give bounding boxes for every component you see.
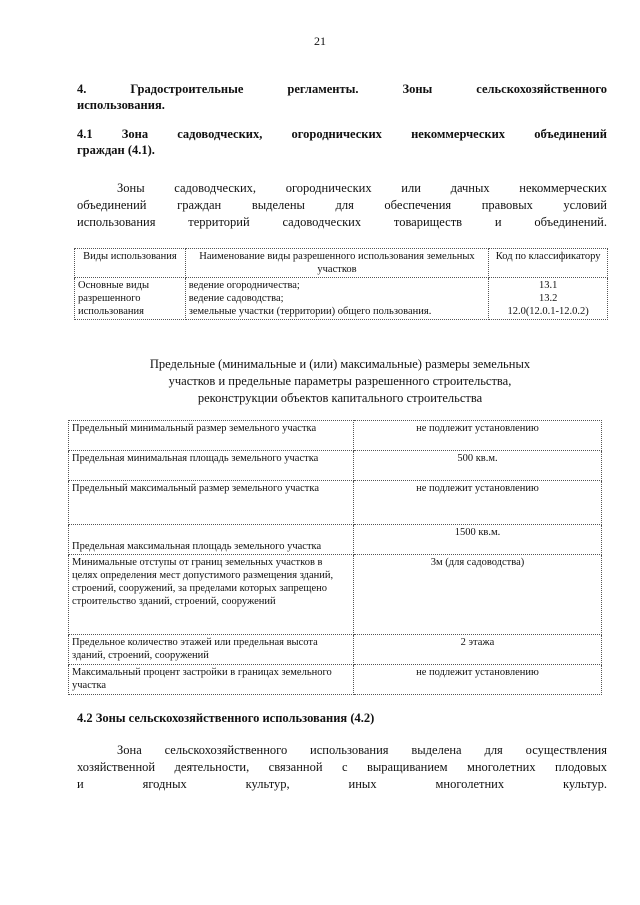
paragraph-line: и ягодных культур, иных многолетних культур. — [77, 777, 607, 791]
page-number: 21 — [314, 34, 326, 48]
section-4-title-line2: использования. — [77, 98, 165, 112]
section-4-1-title-word: садоводческих, — [177, 127, 263, 141]
usage-code: 13.1 — [538, 280, 558, 291]
paragraph-line: Зона сельскохозяйственного использования выделена для осуществления — [117, 743, 607, 757]
param-name-cell: Максимальный процент застройки в границах земельного участка — [69, 665, 354, 695]
table-row — [69, 635, 602, 665]
usage-code: 13.2 — [538, 293, 558, 304]
section-4-1-title-word: 4.1 — [77, 127, 93, 141]
params-table — [68, 420, 602, 695]
caption-line: реконструкции объектов капитального строительства — [197, 391, 483, 405]
paragraph-line: использования территорий садоводческих товариществ и объединений. — [77, 215, 607, 229]
section-4-1-title-word: некоммерческих — [411, 127, 506, 141]
usage-header-name: Наименование виды разрешенного использования земельных участков — [185, 249, 489, 278]
table-row — [69, 481, 602, 525]
usage-header-type: Виды использования — [75, 249, 186, 278]
param-name-cell: Предельный минимальный размер земельного участка — [69, 421, 354, 451]
param-value-cell: 3м (для садоводства) — [354, 555, 602, 635]
param-name-cell: Минимальные отступы от границ земельных участков в целях определения мест допустимого размещения зданий, строений, сооружений, за пределами которых запрещено строительство зданий, строений, сооружений — [69, 555, 354, 635]
param-value-cell: 1500 кв.м. — [354, 525, 602, 555]
section-4-1-heading — [77, 126, 607, 158]
section-4-title-word: Градостроительные — [130, 82, 244, 96]
section-4-title-word: сельскохозяйственного — [476, 82, 607, 96]
paragraph-line: объединений граждан выделены для обеспечения правовых условий — [77, 198, 607, 212]
param-value-cell: 2 этажа — [354, 635, 602, 665]
param-name-cell: Предельное количество этажей или предельная высота зданий, строений, сооружений — [69, 635, 354, 665]
usage-name: земельные участки (территории) общего пользования. — [188, 306, 432, 317]
section-4-heading — [77, 81, 607, 113]
section-4-title-word: регламенты. — [287, 82, 359, 96]
caption-line: участков и предельные параметры разрешенного строительства, — [168, 374, 512, 388]
table-row — [75, 278, 608, 320]
table-row — [69, 451, 602, 481]
param-value-cell: не подлежит установлению — [354, 481, 602, 525]
section-4-1-title-word: огороднических — [291, 127, 382, 141]
section-4-1-title-word: Зона — [121, 127, 149, 141]
param-value-cell: 500 кв.м. — [354, 451, 602, 481]
section-4-1-title-word: объединений — [534, 127, 607, 141]
param-name-cell: Предельный максимальный размер земельного участка — [69, 481, 354, 525]
paragraph-line: Зоны садоводческих, огороднических или дачных некоммерческих — [117, 181, 607, 195]
paragraph-line: хозяйственной деятельности, связанной с выращиванием многолетних плодовых — [77, 760, 607, 774]
table-row — [69, 665, 602, 695]
table-row — [69, 525, 602, 555]
usage-header-code: Код по классификатору — [489, 249, 608, 278]
usage-codes-cell — [489, 278, 608, 320]
section-4-title-word: Зоны — [402, 82, 433, 96]
section-4-2-paragraph — [77, 742, 607, 793]
usage-type-cell: Основные виды разрешенного использования — [75, 278, 186, 320]
param-value-cell: не подлежит установлению — [354, 665, 602, 695]
params-caption — [100, 356, 580, 407]
table-row — [69, 421, 602, 451]
section-4-1-title-line2: граждан (4.1). — [77, 143, 155, 157]
table-row — [69, 555, 602, 635]
usage-name: ведение садоводства; — [188, 293, 284, 304]
param-name-cell: Предельная минимальная площадь земельного участка — [69, 451, 354, 481]
usage-table-header-row — [75, 249, 608, 278]
caption-line: Предельные (минимальные и (или) максимальные) размеры земельных — [149, 357, 531, 371]
section-4-1-paragraph — [77, 180, 607, 231]
param-name-cell: Предельная максимальная площадь земельного участка — [69, 525, 354, 555]
usage-names-cell — [185, 278, 489, 320]
section-4-number: 4. — [77, 82, 87, 96]
param-value-cell: не подлежит установлению — [354, 421, 602, 451]
usage-table — [74, 248, 608, 320]
usage-name: ведение огородничества; — [188, 280, 300, 291]
usage-code: 12.0(12.0.1-12.0.2) — [507, 306, 589, 317]
section-4-2-heading: 4.2 Зоны сельскохозяйственного использования (4.2) — [77, 711, 375, 725]
